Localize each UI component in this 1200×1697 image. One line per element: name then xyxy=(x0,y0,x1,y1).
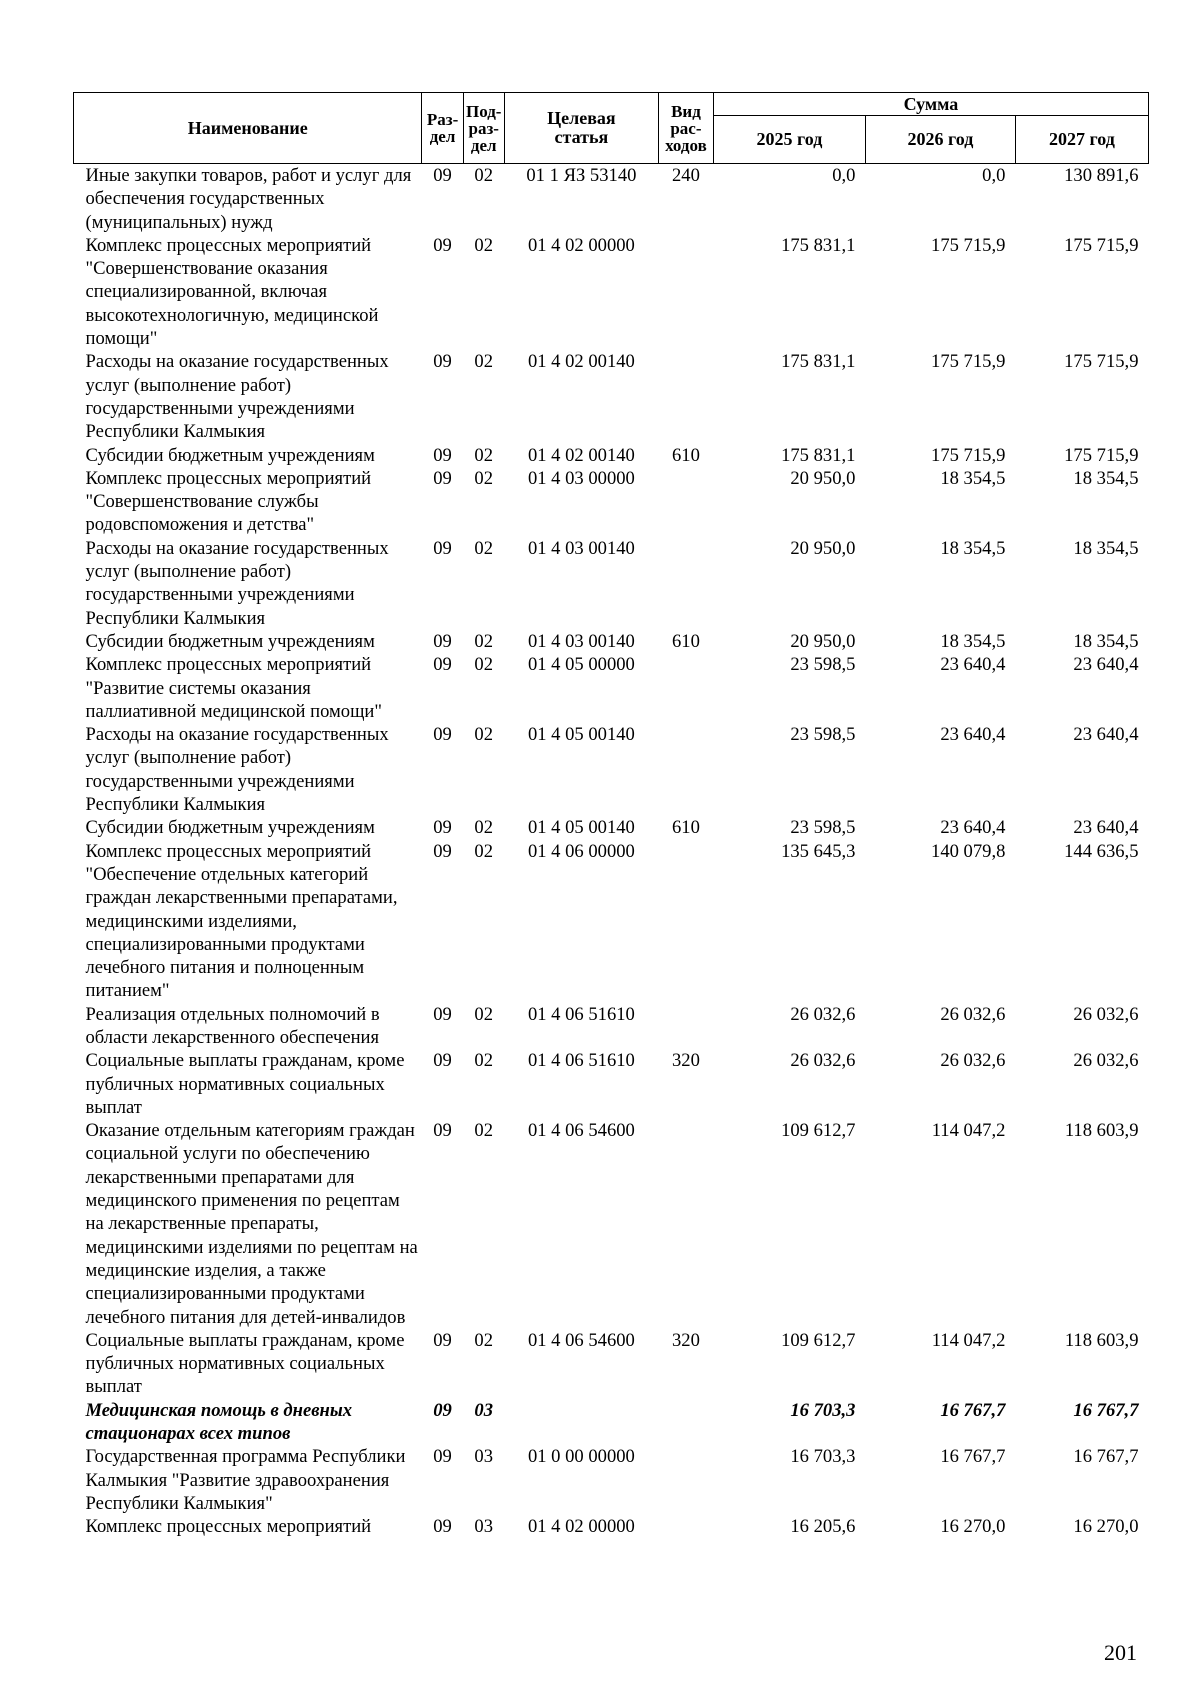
table-row xyxy=(74,1119,1149,1329)
row-sum-2025: 23 598,5 xyxy=(790,654,856,676)
row-name: Социальные выплаты гражданам, кроме публичных нормативных социальных выплат xyxy=(85,1050,405,1118)
row-name: Социальные выплаты гражданам, кроме публичных нормативных социальных выплат xyxy=(85,1329,405,1398)
row-target-article: 01 4 03 00140 xyxy=(527,630,635,652)
header-subsection-line3: дел xyxy=(470,135,497,155)
header-target xyxy=(504,93,658,164)
row-sum-2026: 140 079,8 xyxy=(931,840,1006,862)
row-sum-2027: 144 636,5 xyxy=(1064,840,1139,862)
row-subsection: 02 xyxy=(474,444,494,466)
table-row xyxy=(74,234,1149,350)
table-row xyxy=(74,1445,1149,1515)
row-sum-2027: 175 715,9 xyxy=(1064,444,1139,466)
row-target-article: 01 4 02 00140 xyxy=(527,351,635,373)
header-expense-line1: Вид xyxy=(671,101,701,121)
row-name: Субсидии бюджетным учреждениям xyxy=(85,630,375,652)
row-sum-2027: 16 767,7 xyxy=(1073,1446,1139,1468)
row-name: Комплекс процессных мероприятий "Совершенствование оказания специализированной, включая высокотехнологичную, медицинской помощи" xyxy=(85,234,379,350)
row-target-article: 01 4 06 00000 xyxy=(527,840,635,862)
row-target-article: 01 4 02 00000 xyxy=(527,234,635,256)
header-expense xyxy=(658,93,713,164)
row-sum-2026: 23 640,4 xyxy=(940,817,1006,839)
row-sum-2025: 109 612,7 xyxy=(781,1329,856,1351)
header-subsection-line2: раз- xyxy=(468,118,499,138)
row-expense-type: 240 xyxy=(671,165,700,186)
row-expense-type xyxy=(658,1445,713,1515)
table-row xyxy=(74,1329,1149,1399)
row-sum-2026: 16 270,0 xyxy=(940,1516,1006,1538)
table-row xyxy=(74,164,1149,234)
row-sum-2026: 0,0 xyxy=(982,165,1006,186)
row-name: Иные закупки товаров, работ и услуг для обеспечения государственных (муниципальных) нужд xyxy=(85,165,412,233)
row-sum-2027: 18 354,5 xyxy=(1073,630,1139,652)
row-expense-type xyxy=(658,723,713,816)
table-header xyxy=(74,93,1149,164)
row-section: 09 xyxy=(433,1399,452,1421)
row-subsection: 02 xyxy=(474,724,494,746)
row-section: 09 xyxy=(433,444,452,466)
row-section: 09 xyxy=(433,1003,452,1025)
row-sum-2025: 16 205,6 xyxy=(790,1516,856,1538)
row-sum-2026: 18 354,5 xyxy=(940,537,1006,559)
row-subsection: 02 xyxy=(474,1120,494,1142)
row-subsection: 02 xyxy=(474,351,494,373)
row-subsection: 02 xyxy=(474,630,494,652)
row-target-article: 01 4 05 00140 xyxy=(527,724,635,746)
row-name: Комплекс процессных мероприятий "Обеспечение отдельных категорий граждан лекарственными препаратами, медицинскими изделиями, специализированными продуктами лечебного питания и полноценным питанием" xyxy=(85,840,398,1002)
row-name: Комплекс процессных мероприятий "Развитие системы оказания паллиативной медицинской помощи" xyxy=(85,654,382,722)
row-sum-2026: 175 715,9 xyxy=(931,351,1006,373)
row-name: Расходы на оказание государственных услуг (выполнение работ) государственными учреждениями Республики Калмыкия xyxy=(85,537,389,629)
row-sum-2025: 23 598,5 xyxy=(790,724,856,746)
row-name: Реализация отдельных полномочий в области лекарственного обеспечения xyxy=(85,1003,380,1048)
row-subsection: 03 xyxy=(474,1446,494,1468)
row-expense-type: 610 xyxy=(671,817,700,839)
row-subsection: 02 xyxy=(474,1003,494,1025)
row-expense-type xyxy=(658,537,713,630)
row-target-article: 01 4 02 00000 xyxy=(527,1516,635,1538)
row-subsection: 02 xyxy=(474,537,494,559)
budget-table xyxy=(73,92,1149,1539)
row-section: 09 xyxy=(433,467,452,489)
row-sum-2026: 175 715,9 xyxy=(931,234,1006,256)
table-row xyxy=(74,537,1149,630)
header-2027: 2027 год xyxy=(1015,116,1148,164)
row-sum-2027: 23 640,4 xyxy=(1073,724,1139,746)
row-subsection: 02 xyxy=(474,467,494,489)
row-section: 09 xyxy=(433,1516,452,1538)
row-name: Расходы на оказание государственных услуг (выполнение работ) государственными учреждениями Республики Калмыкия xyxy=(85,724,389,816)
row-sum-2026: 18 354,5 xyxy=(940,630,1006,652)
row-target-article: 01 4 02 00140 xyxy=(527,444,635,466)
row-sum-2025: 16 703,3 xyxy=(790,1446,856,1468)
row-sum-2025: 23 598,5 xyxy=(790,817,856,839)
row-sum-2027: 175 715,9 xyxy=(1064,234,1139,256)
row-section: 09 xyxy=(433,234,452,256)
row-sum-2025: 26 032,6 xyxy=(790,1003,856,1025)
row-target-article: 01 4 06 54600 xyxy=(527,1329,635,1351)
row-expense-type: 320 xyxy=(671,1329,700,1351)
row-sum-2027: 23 640,4 xyxy=(1073,654,1139,676)
row-section: 09 xyxy=(433,817,452,839)
row-subsection: 02 xyxy=(474,817,494,839)
row-section: 09 xyxy=(433,537,452,559)
row-sum-2026: 23 640,4 xyxy=(940,654,1006,676)
row-sum-2025: 109 612,7 xyxy=(781,1120,856,1142)
row-section: 09 xyxy=(433,724,452,746)
row-target-article: 01 4 05 00140 xyxy=(527,817,635,839)
row-target-article xyxy=(504,1399,658,1446)
table-row xyxy=(74,467,1149,537)
row-expense-type xyxy=(658,234,713,350)
header-subsection xyxy=(463,93,504,164)
row-sum-2025: 26 032,6 xyxy=(790,1050,856,1072)
row-sum-2027: 16 767,7 xyxy=(1073,1399,1139,1421)
header-expense-line3: ходов xyxy=(665,135,707,155)
row-name: Комплекс процессных мероприятий "Совершенствование службы родовспоможения и детства" xyxy=(85,467,372,536)
row-sum-2027: 18 354,5 xyxy=(1073,467,1139,489)
row-sum-2025: 20 950,0 xyxy=(790,537,856,559)
header-section xyxy=(422,93,463,164)
row-sum-2025: 175 831,1 xyxy=(781,444,856,466)
table-row xyxy=(74,1049,1149,1119)
row-section: 09 xyxy=(433,351,452,373)
row-subsection: 03 xyxy=(474,1516,494,1538)
row-target-article: 01 4 06 51610 xyxy=(527,1003,635,1025)
row-sum-2027: 175 715,9 xyxy=(1064,351,1139,373)
row-section: 09 xyxy=(433,630,452,652)
row-subsection: 02 xyxy=(474,1329,494,1351)
row-section: 09 xyxy=(433,654,452,676)
row-sum-2027: 26 032,6 xyxy=(1073,1003,1139,1025)
row-sum-2027: 130 891,6 xyxy=(1064,165,1139,186)
row-expense-type xyxy=(658,1003,713,1050)
row-sum-2027: 26 032,6 xyxy=(1073,1050,1139,1072)
row-expense-type xyxy=(658,840,713,1003)
table-row xyxy=(74,840,1149,1003)
row-sum-2026: 114 047,2 xyxy=(931,1120,1006,1142)
row-sum-2025: 16 703,3 xyxy=(790,1399,856,1421)
row-sum-2027: 16 270,0 xyxy=(1073,1516,1139,1538)
row-expense-type: 610 xyxy=(671,630,700,652)
row-expense-type xyxy=(658,1399,713,1446)
header-target-line1: Целевая xyxy=(547,108,616,128)
header-section-line1: Раз- xyxy=(426,110,459,129)
row-sum-2025: 175 831,1 xyxy=(781,234,856,256)
row-subsection: 02 xyxy=(474,654,494,676)
row-section: 09 xyxy=(433,1050,452,1072)
table-row xyxy=(74,816,1149,839)
table-row xyxy=(74,1399,1149,1446)
row-section: 09 xyxy=(433,1120,452,1142)
table-row xyxy=(74,350,1149,443)
row-sum-2026: 23 640,4 xyxy=(940,724,1006,746)
row-target-article: 01 4 06 51610 xyxy=(527,1050,635,1072)
table-row xyxy=(74,653,1149,723)
row-expense-type xyxy=(658,1515,713,1538)
table-row xyxy=(74,630,1149,653)
table-body xyxy=(74,164,1149,1539)
row-name: Медицинская помощь в дневных стационарах всех типов xyxy=(85,1399,353,1445)
header-sum: Сумма xyxy=(713,93,1148,116)
row-sum-2025: 0,0 xyxy=(832,165,856,186)
row-target-article: 01 4 03 00000 xyxy=(527,467,635,489)
row-name: Комплекс процессных мероприятий xyxy=(85,1516,372,1538)
row-section: 09 xyxy=(433,1329,452,1351)
row-sum-2025: 20 950,0 xyxy=(790,467,856,489)
row-sum-2027: 23 640,4 xyxy=(1073,817,1139,839)
page-number: 201 xyxy=(1104,1640,1137,1665)
row-subsection: 03 xyxy=(474,1399,494,1421)
row-expense-type xyxy=(658,653,713,723)
row-sum-2027: 118 603,9 xyxy=(1064,1120,1139,1142)
table-row xyxy=(74,1003,1149,1050)
header-target-line2: статья xyxy=(554,127,609,147)
row-section: 09 xyxy=(433,840,452,862)
row-section: 09 xyxy=(433,1446,452,1468)
row-subsection: 02 xyxy=(474,1050,494,1072)
row-name: Оказание отдельным категориям граждан социальной услуги по обеспечению лекарственными препаратами для медицинского применения по рецептам на лекарственные препараты, медицинскими изделиями по рецептам на медицинские изделия, а также специализированными продуктами лечебного питания для детей-инвалидов xyxy=(85,1120,418,1328)
row-expense-type: 610 xyxy=(671,444,700,466)
row-sum-2027: 18 354,5 xyxy=(1073,537,1139,559)
header-expense-line2: рас- xyxy=(670,118,702,138)
row-sum-2025: 20 950,0 xyxy=(790,630,856,652)
table-row xyxy=(74,723,1149,816)
row-sum-2025: 175 831,1 xyxy=(781,351,856,373)
row-subsection: 02 xyxy=(474,165,494,186)
table-row xyxy=(74,1515,1149,1538)
row-subsection: 02 xyxy=(474,840,494,862)
row-name: Субсидии бюджетным учреждениям xyxy=(85,444,375,466)
row-sum-2026: 175 715,9 xyxy=(931,444,1006,466)
row-target-article: 01 4 03 00140 xyxy=(527,537,635,559)
row-target-article: 01 4 06 54600 xyxy=(527,1120,635,1142)
row-sum-2026: 26 032,6 xyxy=(940,1050,1006,1072)
row-name: Расходы на оказание государственных услуг (выполнение работ) государственными учреждениями Республики Калмыкия xyxy=(85,351,389,443)
row-sum-2026: 114 047,2 xyxy=(931,1329,1006,1351)
row-expense-type xyxy=(658,350,713,443)
row-subsection: 02 xyxy=(474,234,494,256)
row-sum-2025: 135 645,3 xyxy=(781,840,856,862)
row-target-article: 01 1 ЯЗ 53140 xyxy=(526,165,637,186)
row-target-article: 01 4 05 00000 xyxy=(527,654,635,676)
row-expense-type: 320 xyxy=(671,1050,700,1072)
row-sum-2026: 16 767,7 xyxy=(940,1399,1006,1421)
row-sum-2026: 26 032,6 xyxy=(940,1003,1006,1025)
row-name: Субсидии бюджетным учреждениям xyxy=(85,817,375,839)
header-subsection-line1: Под- xyxy=(465,101,502,121)
table-row xyxy=(74,444,1149,467)
row-sum-2027: 118 603,9 xyxy=(1064,1329,1139,1351)
row-expense-type xyxy=(658,1119,713,1329)
row-target-article: 01 0 00 00000 xyxy=(527,1446,635,1468)
row-expense-type xyxy=(658,467,713,537)
row-sum-2026: 16 767,7 xyxy=(940,1446,1006,1468)
header-name: Наименование xyxy=(74,93,422,164)
row-name: Государственная программа Республики Калмыкия "Развитие здравоохранения Республики Калмыкия" xyxy=(85,1446,406,1514)
header-2025: 2025 год xyxy=(713,116,865,164)
row-section: 09 xyxy=(433,165,452,186)
header-2026: 2026 год xyxy=(865,116,1015,164)
row-sum-2026: 18 354,5 xyxy=(940,467,1006,489)
header-section-line2: дел xyxy=(429,127,456,146)
